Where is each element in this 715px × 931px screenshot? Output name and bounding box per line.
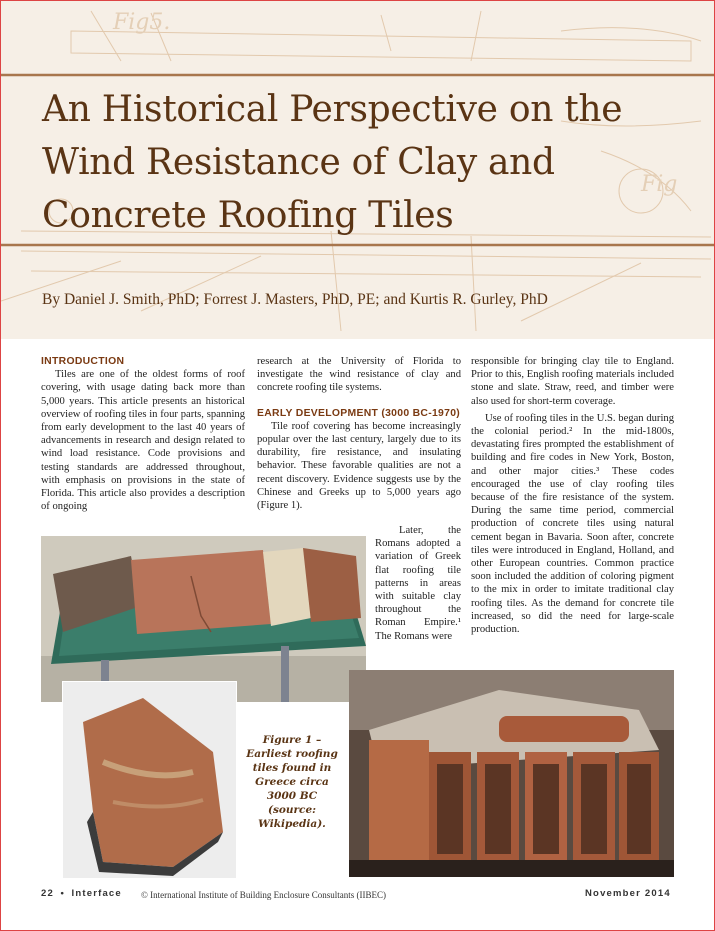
magazine-name: Interface — [71, 888, 122, 899]
intro-paragraph-continued: research at the University of Florida to investigate the wind resistance of clay and concrete roofing tile systems. — [257, 356, 461, 394]
early-development-heading: EARLY DEVELOPMENT (3000 BC-1970) — [257, 407, 461, 419]
text-column-2-narrow — [375, 524, 461, 643]
article-title: An Historical Perspective on the Wind Resistance of Clay and Concrete Roofing Tiles — [42, 89, 623, 236]
intro-heading: INTRODUCTION — [41, 356, 125, 367]
intro-paragraph: Tiles are one of the oldest forms of roof covering, with usage dating back more than 5,000 years. This article presents an historical overview of roofing tiles in four parts, spanning from early development to the last 40 years of advancements in research and design related to wind load resistance. Code provisions and testing standards are addressed throughout, with emphasis on provisions in the state of Florida. This article also provides a description of ongoing — [41, 369, 245, 513]
early-paragraph-2-continued: responsible for bringing clay tile to England. Prior to this, English roofing materials included stone and slate. Straw, reed, and timber were also used for short-term coverage. — [471, 356, 674, 407]
footer-bullet: • — [60, 888, 65, 899]
text-column-1 — [41, 355, 245, 513]
issue-date: November 2014 — [585, 888, 671, 899]
text-column-3 — [471, 355, 674, 636]
early-paragraph-1: Tile roof covering has become increasingly popular over the last century, largely due to its durability, fire resistance, and insulating behavior. These favorable qualities are not a recent discovery. Evidence suggests use by the Chinese and Greeks up to 5,000 years ago (Figure 1). — [257, 420, 461, 512]
photo-tile-fragment — [62, 681, 237, 879]
footer-date — [585, 888, 671, 899]
header-banner — [1, 1, 714, 339]
photo-clay-ruins — [349, 670, 674, 877]
svg-text:Fig: Fig — [641, 172, 678, 197]
early-paragraph-3: Use of roofing tiles in the U.S. began during the colonial period.² In the mid-1800s, devastating fires prompted the establishment of building and fire codes in New York, Boston, and other major cities.³ These codes encouraged the use of clay roofing tiles because of the fire resistance of the system. During the same time period, commercial production of concrete tiles using natural cement began in Bavaria. Soon after, concrete tiles were introduced in England, Holland, and other European countries. Common practice soon included the addition of coloring pigment to the mix in order to imitate traditional clay roofing tiles. As the demand for concrete tile increased, so did the need for large-scale production. — [471, 412, 674, 636]
footer-copyright: © International Institute of Building Enclosure Consultants (IIBEC) — [141, 890, 387, 900]
svg-text:Fig5.: Fig5. — [113, 10, 171, 35]
figure-caption: Figure 1 – Earliest roofing tiles found in Greece circa 3000 BC (source: Wikipedia). — [246, 734, 338, 830]
early-paragraph-2: Later, the Romans adopted a variation of Greek flat roofing tile patterns in areas with suitable clay throughout the Roman Empire.¹ The Romans were — [375, 525, 461, 642]
text-column-2 — [257, 355, 461, 512]
photo-tiles-on-table — [41, 536, 366, 702]
footer-left — [41, 888, 122, 899]
page-number: 22 — [41, 888, 54, 899]
article-byline: By Daniel J. Smith, PhD; Forrest J. Masters, PhD, PE; and Kurtis R. Gurley, PhD — [42, 291, 548, 308]
